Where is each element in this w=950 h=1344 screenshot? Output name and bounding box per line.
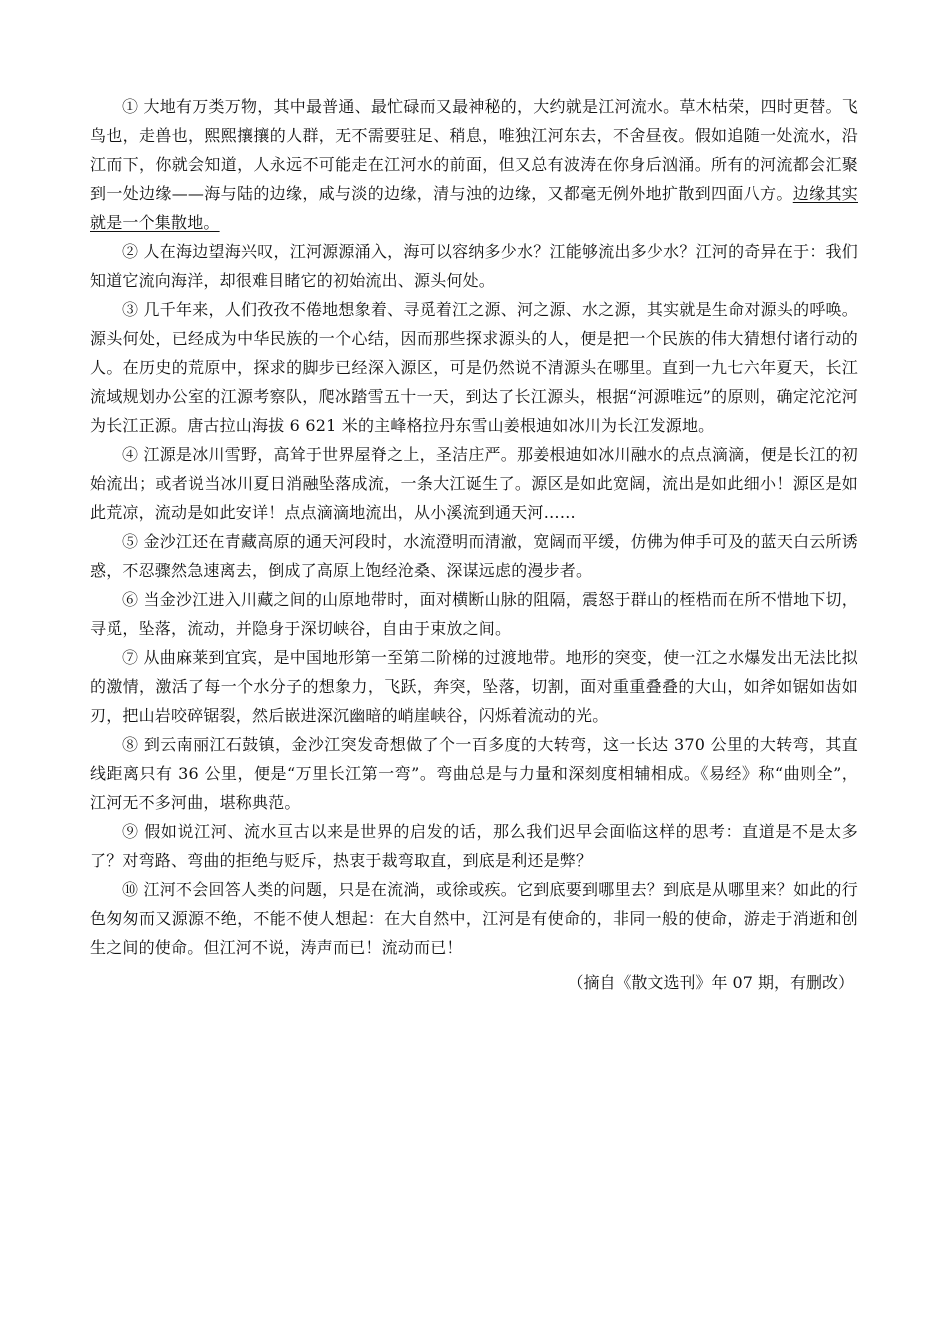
paragraph-10: ⑩ 江河不会回答人类的问题，只是在流淌，或徐或疾。它到底要到哪里去？到底是从哪里来？如此的行色匆匆而又源源不绝，不能不使人想起：在大自然中，江河是有使命的，非同一般的使命，游走于消逝和创生之间的使命。但江河不说，涛声而已！流动而已！ — [90, 880, 858, 957]
article-body — [90, 92, 858, 997]
paragraph-6: ⑥ 当金沙江进入川藏之间的山原地带时，面对横断山脉的阻隔，震怒于群山的桎梏而在所不惜地下切，寻觅，坠落，流动，并隐身于深切峡谷，自由于束放之间。 — [90, 590, 858, 638]
source-citation: （摘自《散文选刊》年 07 期，有删改） — [567, 973, 854, 992]
paragraph-8: ⑧ 到云南丽江石鼓镇，金沙江突发奇想做了个一百多度的大转弯，这一长达 370 公里的大转弯，其直线距离只有 36 公里，便是“万里长江第一弯”。弯曲总是与力量和深刻度相辅相成。《易经》称“曲则全”，江河无不多河曲，堪称典范。 — [90, 735, 858, 812]
paragraph-1 — [90, 92, 858, 237]
paragraph-9: ⑨ 假如说江河、流水亘古以来是世界的启发的话，那么我们迟早会面临这样的思考：直道是不是太多了？对弯路、弯曲的拒绝与贬斥，热衷于裁弯取直，到底是利还是弊？ — [90, 822, 858, 870]
paragraph-5: ⑤ 金沙江还在青藏高原的通天河段时，水流澄明而清澈，宽阔而平缓，仿佛为伸手可及的蓝天白云所诱惑，不忍骤然急速离去，倒成了高原上饱经沧桑、深谋远虑的漫步者。 — [90, 532, 858, 580]
paragraph-3: ③ 几千年来，人们孜孜不倦地想象着、寻觅着江之源、河之源、水之源，其实就是生命对源头的呼唤。源头何处，已经成为中华民族的一个心结，因而那些探求源头的人，便是把一个民族的伟大猜想付诸行动的人。在历史的荒原中，探求的脚步已经深入源区，可是仍然说不清源头在哪里。直到一九七六年夏天，长江流域规划办公室的江源考察队，爬冰踏雪五十一天，到达了长江源头，根据“河源唯远”的原则，确定沱沱河为长江正源。唐古拉山海拔 6 621 米的主峰格拉丹东雪山姜根迪如冰川为长江发源地。 — [90, 300, 858, 435]
paragraph-4: ④ 江源是冰川雪野，高耸于世界屋脊之上，圣洁庄严。那姜根迪如冰川融水的点点滴滴，便是长江的初始流出；或者说当冰川夏日消融坠落成流，一条大江诞生了。源区是如此宽阔，流出是如此细小！源区是如此荒凉，流动是如此安详！点点滴滴地流出，从小溪流到通天河…… — [90, 445, 858, 522]
underlined-sentence: 边缘其实就是一个集散地。 — [90, 184, 858, 232]
paragraph-2: ② 人在海边望海兴叹，江河源源涌入，海可以容纳多少水？江能够流出多少水？江河的奇异在于：我们知道它流向海洋，却很难目睹它的初始流出、源头何处。 — [90, 242, 858, 290]
paragraph-1-text: ① 大地有万类万物，其中最普通、最忙碌而又最神秘的，大约就是江河流水。草木枯荣，四时更替。飞鸟也，走兽也，熙熙攘攘的人群，无不需要驻足、稍息，唯独江河东去，不舍昼夜。假如追随一处流水，沿江而下，你就会知道，人永远不可能走在江河水的前面，但又总有波涛在你身后汹涌。所有的河流都会汇聚到一处边缘——海与陆的边缘，咸与淡的边缘，清与浊的边缘，又都毫无例外地扩散到四面八方。 — [90, 97, 858, 203]
paragraph-7: ⑦ 从曲麻莱到宜宾，是中国地形第一至第二阶梯的过渡地带。地形的突变，使一江之水爆发出无法比拟的激情，激活了每一个水分子的想象力，飞跃，奔突，坠落，切割，面对重重叠叠的大山，如斧如锯如齿如刃，把山岩咬碎锯裂，然后嵌进深沉幽暗的峭崖峡谷，闪烁着流动的光。 — [90, 648, 858, 725]
